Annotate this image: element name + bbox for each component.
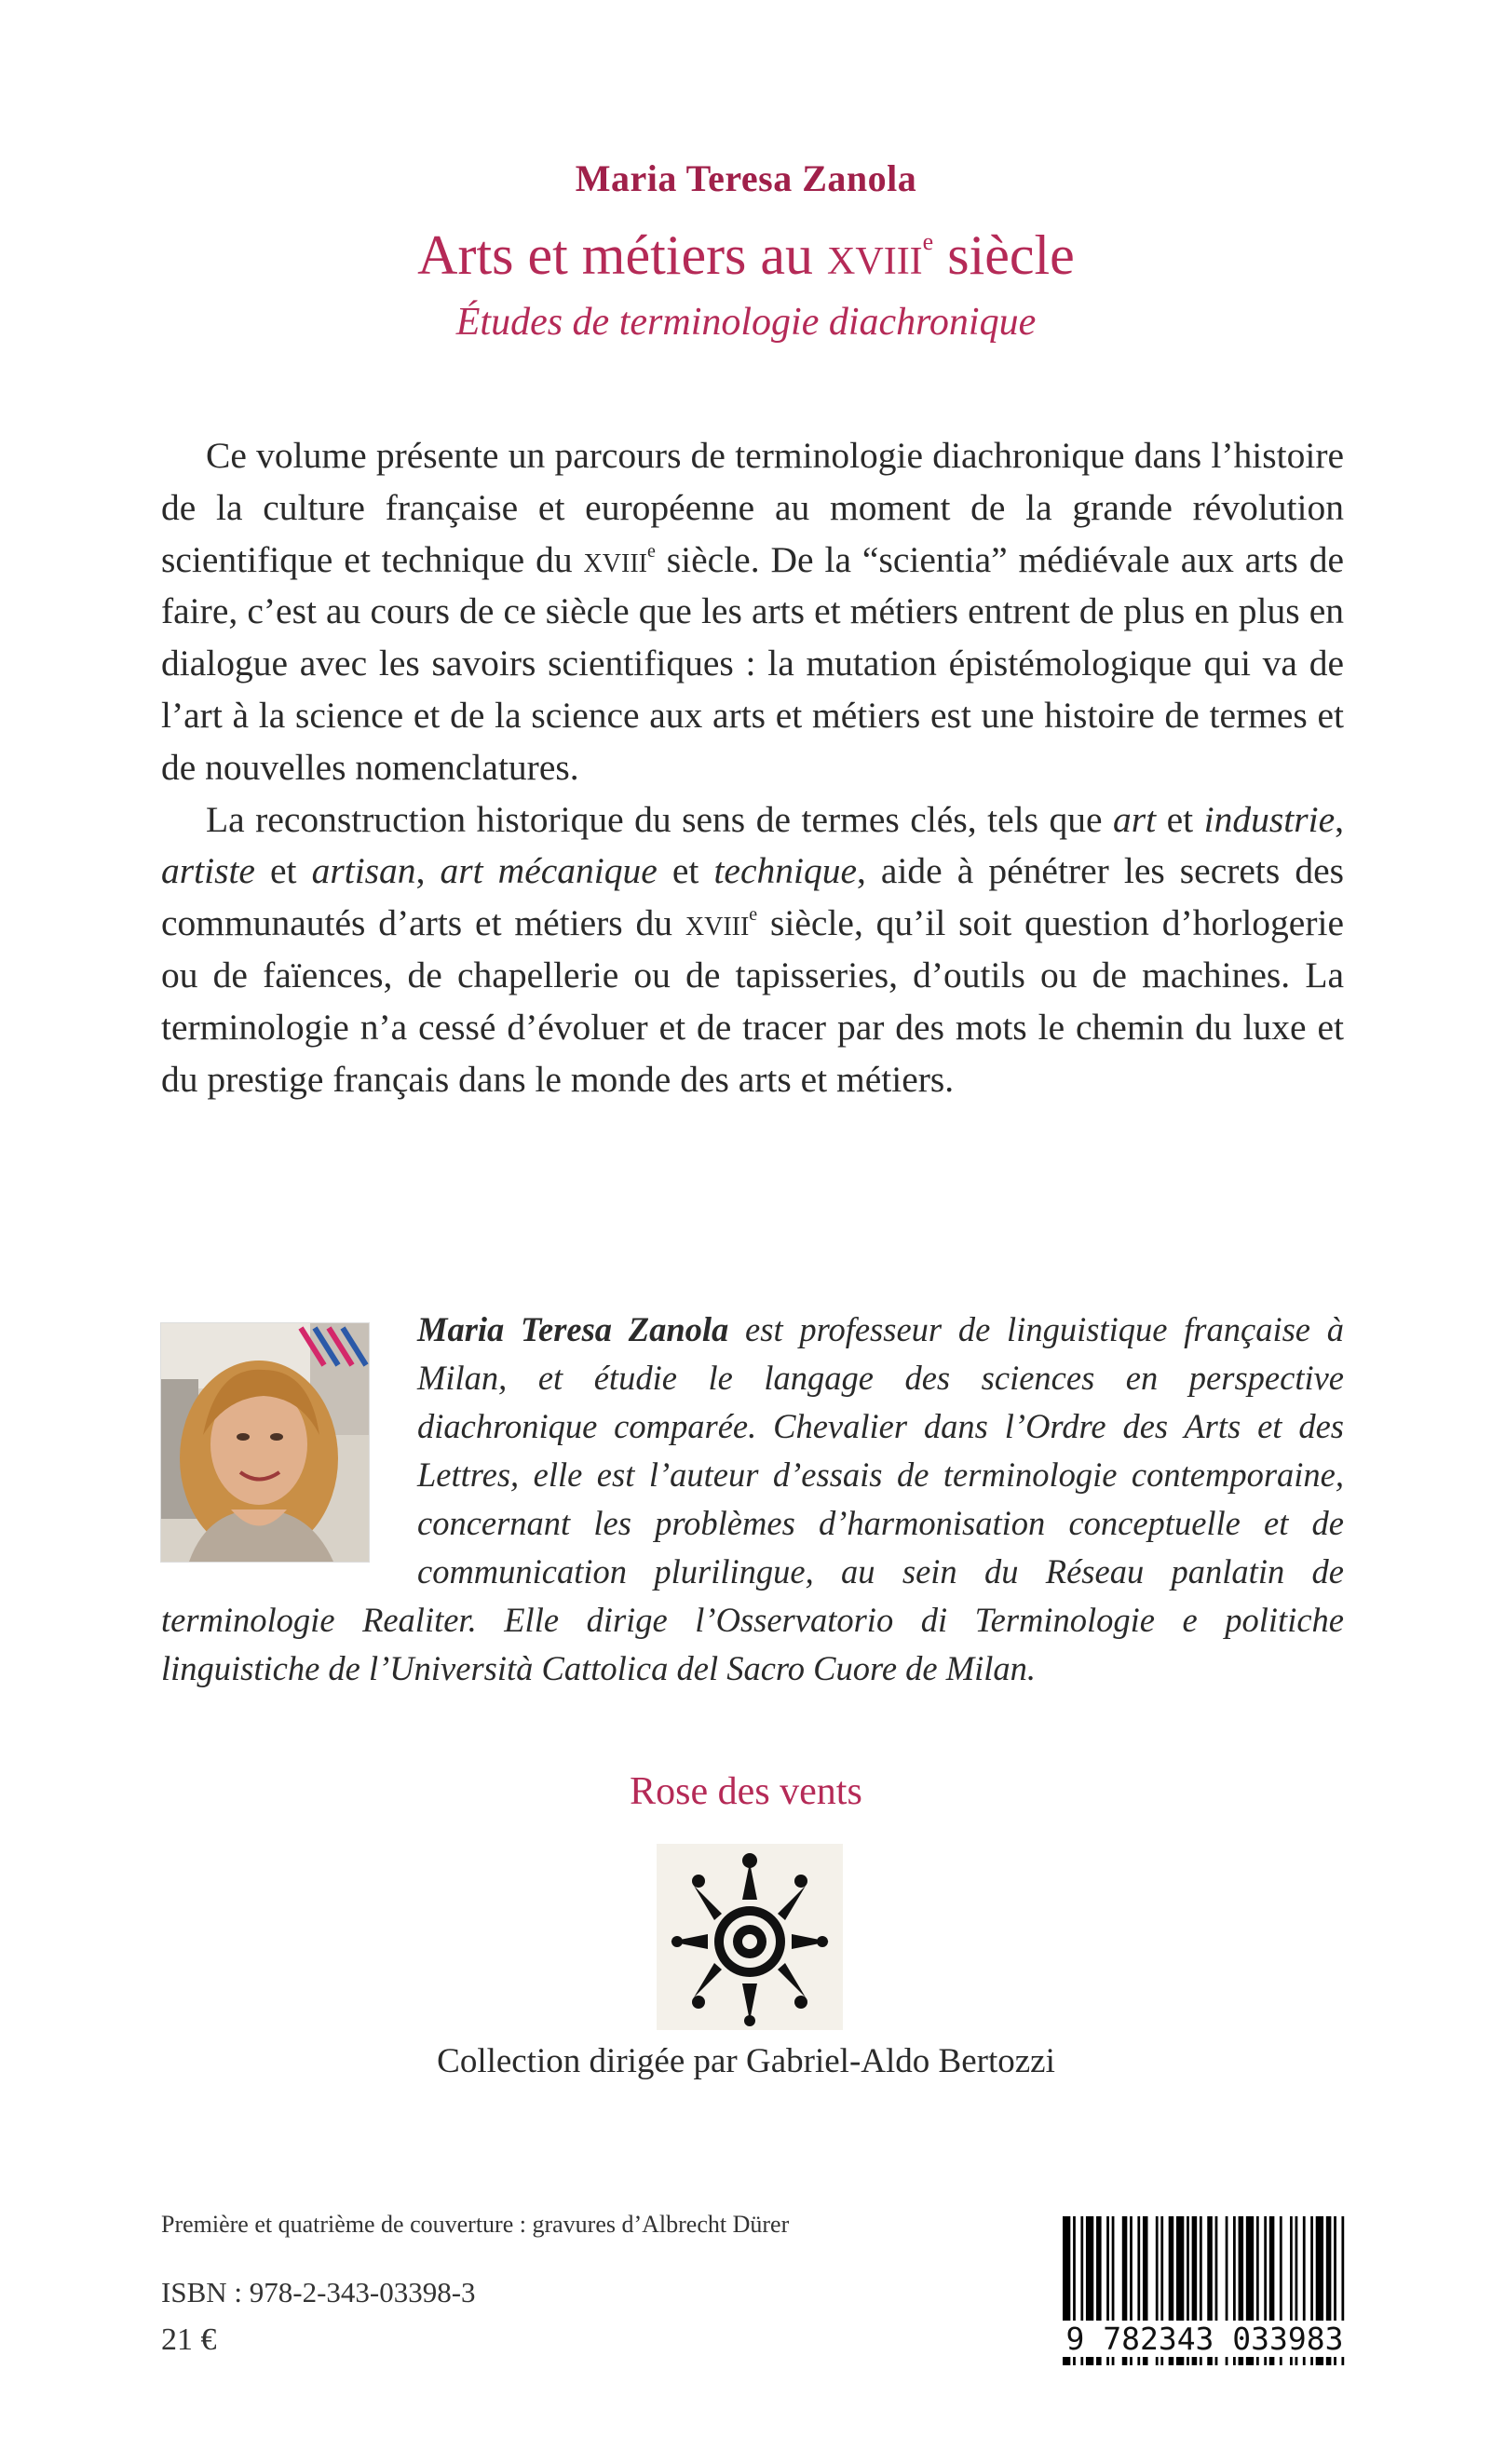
book-title <box>0 223 1492 288</box>
blurb-p2-text: , aide à pénétrer les secrets des communautés d’arts et métiers du <box>161 850 1344 944</box>
isbn: ISBN : 978-2-343-03398-3 <box>161 2276 476 2308</box>
collection-director: Collection dirigée par Gabriel-Aldo Bertozzi <box>437 2042 1055 2080</box>
blurb <box>161 430 1344 1105</box>
title-century: xviii <box>827 224 923 286</box>
barcode-digits: 9 782343 033983 <box>1057 2321 1352 2357</box>
blurb-p2-text: La reconstruction historique du sens de termes clés, tels que <box>206 798 1114 840</box>
cover-credit: Première et quatrième de couverture : gravures d’Albrecht Dürer <box>161 2211 790 2238</box>
blurb-p2-text: et <box>1156 798 1204 840</box>
title-part-2: siècle <box>933 224 1075 286</box>
term-technique: technique <box>713 850 857 892</box>
price: 21 € <box>161 2322 217 2357</box>
blurb-p2-text: et <box>254 850 312 892</box>
book-subtitle: Études de terminologie diachronique <box>455 301 1037 344</box>
title-part-1: Arts et métiers au <box>417 224 828 286</box>
term-art-mecanique: art mécanique <box>440 850 658 892</box>
blurb-p2-text: siècle, qu’il soit question d’horlogerie ou de faïences, de chapellerie ou de tapisseries, d’outils ou de machines. La terminologie n’a cessé d’évoluer et de tracer par des mots le chemin du luxe et du prestige français dans le monde des arts et métiers. <box>161 902 1344 1100</box>
blurb-paragraph-2 <box>161 794 1344 1106</box>
blurb-p2-text: et <box>657 850 714 892</box>
blurb-p1-sup: e <box>646 540 656 562</box>
blurb-p2-century: xviii <box>685 902 750 944</box>
rose-des-vents-emblem <box>657 1844 843 2030</box>
bio-author-name: Maria Teresa Zanola <box>417 1310 729 1348</box>
term-industrie: industrie <box>1203 798 1336 840</box>
blurb-p2-sup: e <box>749 904 758 926</box>
title-century-sup: e <box>922 228 934 255</box>
bio-text: est professeur de linguistique française à Milan, et étudie le langage des sciences en perspective diachronique comparée. Chevalier dans l’Ordre des Arts et des Lettres, elle est l’auteur d’essais de terminologie contemporaine, concernant les problèmes d’harmonisation conceptuelle et de communication plurilingue, au sein du Réseau panlatin de terminologie Realiter. Elle dirige l’Osservatorio di Terminologie e politiche linguistiche de l’Università Cattolica del Sacro Cuore de Milan. <box>161 1310 1344 1687</box>
blurb-p2-text: , <box>415 850 441 892</box>
term-artisan: artisan <box>311 850 416 892</box>
blurb-paragraph-1 <box>161 430 1344 794</box>
collection-name: Rose des vents <box>630 1770 862 1813</box>
term-artiste: artiste <box>161 850 255 892</box>
blurb-p1-rest: siècle. De la “scientia” médiévale aux arts de faire, c’est au cours de ce siècle que les arts et métiers entrent de plus en plus en dialogue avec les savoirs scientifiques : la mutation épistémologique qui va de l’art à la science et de la science aux arts et métiers est une histoire de termes et de nouvelles nomenclatures. <box>161 538 1344 788</box>
blurb-p1-century: xviii <box>583 538 647 580</box>
author-bio <box>161 1306 1344 1693</box>
photo-spacer <box>161 1306 417 1585</box>
blurb-p1-text: Ce volume présente un parcours de terminologie diachronique dans l’histoire de la culture française et européenne au moment de la grande révolution scientifique et technique du <box>161 435 1344 580</box>
compass-rose-icon <box>657 1844 843 2030</box>
term-art: art <box>1113 798 1157 840</box>
blurb-p2-text: , <box>1335 798 1344 840</box>
author-name: Maria Teresa Zanola <box>575 157 917 199</box>
